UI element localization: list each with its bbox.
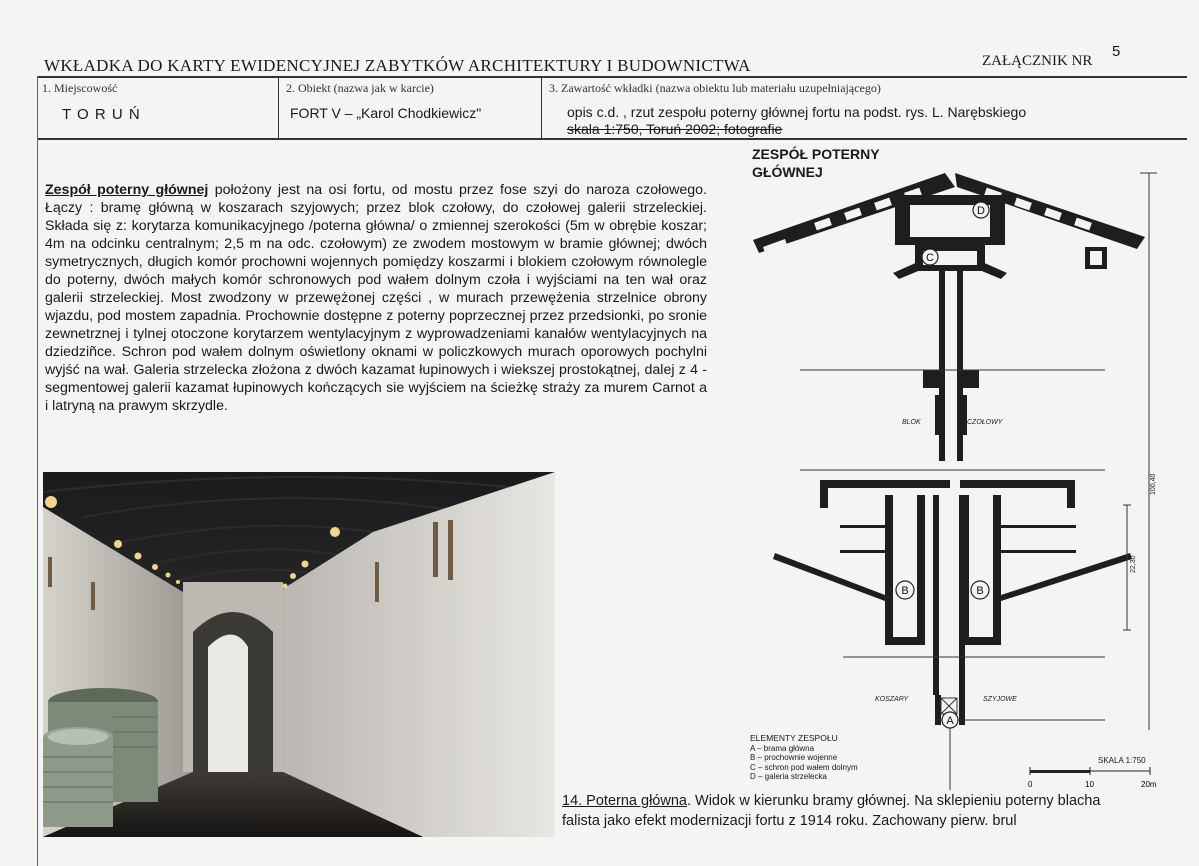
marker-a: A	[946, 715, 954, 727]
poterna-floor-plan	[745, 165, 1165, 795]
scale-tick-20: 20m	[1141, 780, 1157, 789]
plan-legend	[750, 734, 858, 782]
scale-tick-0: 0	[1028, 780, 1033, 789]
description-body: położony jest na osi fortu, od mostu przez fose szyi do naroza czołowego. Łączy : bramę główną w koszarach szyjowych; przez blok czołowy, do czołowej galerii strzeleckiej. Składa się z: korytarza komunikacyjnego /poterna główna/ o zmiennej szerokości (5m w obrębie koszar; 4m na odcinku centralnym; 2,5 m na odc. czołowym) ze zwodem mostowym w bramie głównej; dwóch symetrycznych, długich komór prochowni wojennych pomiędzy koszarmi i blokiem czołowym równolegle do poterny, dwóch małych komór schronowych pod wałem dolnym czoła i wyjściami na ten wał oraz galerii strzeleckiej. Most zwodzony w przewężonej części , w murach przewężenia strzelnice obrony wjazdu, pod mostem zapadnia. Prochownie dostępne z poterny poprzecznej przez przedsionki, po sronie zewnetrznej i tylnej otoczone korytarzem wentylacyjnym z wyprowadzeniami kanałów wentylacyjnych na dziedziñce. Schron pod wałem dolnym oświetlony oknami w policzkowych murach oporowych pochylni wyjść na wał. Galeria strzelecka złożona z dwóch kazamat łupinowych i wiekszej prostokątnej, dalej z 4 - segmentowej galerii kazamat łupinowych kończących sie wyjściem na ścieżkę straży za murem Carnot a i latryną na prawym skrzydle.	[45, 182, 707, 414]
legend-item: B – prochownie wojenne	[750, 753, 838, 762]
label-poterna: POTERNA	[890, 482, 924, 489]
field-divider-1	[278, 77, 279, 138]
contents-value	[567, 104, 1167, 138]
legend-item: C – schron pod wałem dolnym	[750, 762, 858, 772]
object-label: 2. Obiekt (nazwa jak w karcie)	[286, 81, 434, 95]
legend-item: A – brama główna	[750, 743, 815, 753]
dimension-magazine: 22,30	[1130, 555, 1137, 573]
description-paragraph	[45, 181, 707, 415]
marker-b-left: B	[901, 585, 909, 597]
annex-label: ZAŁĄCZNIK NR	[982, 53, 1093, 69]
marker-d: D	[977, 205, 985, 217]
tunnel-photograph	[43, 472, 555, 837]
photo-caption	[562, 791, 1142, 831]
contents-label: 3. Zawartość wkładki (nazwa obiektu lub materiału uzupełniającego)	[549, 81, 881, 95]
caption-text: . Widok w kierunku bramy głównej. Na sklepieniu poterny blacha falista jako efekt modernizacji fortu z 1914 roku. Zachowany pierw. brul	[562, 793, 1101, 829]
legend-item: D – galeria strzelecka	[750, 772, 827, 781]
contents-line-2: skala 1:750, Toruń 2002; fotografie	[567, 121, 783, 137]
label-koszary: KOSZARY	[875, 696, 909, 703]
marker-c: C	[926, 252, 934, 264]
scale-bar	[1025, 765, 1165, 791]
label-blok: BLOK	[902, 419, 921, 426]
locality-label: 1. Miejscowość	[42, 81, 118, 95]
annex-number: 5	[1112, 43, 1121, 60]
plan-title-line-1: ZESPÓŁ POTERNY	[752, 146, 880, 162]
label-poprzeczna: POPRZECZNA	[970, 482, 1018, 489]
caption-number: 14. Poterna główna	[562, 793, 687, 809]
label-czolowy: CZOŁOWY	[967, 419, 1003, 426]
locality-value: T O R U Ń	[62, 106, 141, 123]
scale-tick-10: 10	[1085, 780, 1094, 789]
document-title: WKŁADKA DO KARTY EWIDENCYJNEJ ZABYTKÓW ARCHITEKTURY I BUDOWNICTWA	[44, 56, 751, 75]
legend-title: ELEMENTY ZESPOŁU	[750, 733, 838, 743]
plan-title-line-2: GŁÓWNEJ	[752, 164, 823, 180]
header-rule-top	[37, 76, 1187, 78]
header-rule-bottom	[37, 138, 1187, 140]
object-value: FORT V – „Karol Chodkiewicz"	[290, 105, 482, 121]
marker-b-right: B	[976, 585, 984, 597]
contents-line-1: opis c.d. , rzut zespołu poterny głównej fortu na podst. rys. L. Narębskiego	[567, 104, 1027, 120]
scale-label: SKALA 1:750	[1098, 756, 1146, 765]
description-heading: Zespół poterny głównej	[45, 182, 209, 198]
label-szyjowe: SZYJOWE	[983, 696, 1017, 703]
page-left-border	[37, 76, 38, 866]
field-divider-2	[541, 77, 542, 138]
dimension-total: 100,40	[1150, 473, 1157, 495]
